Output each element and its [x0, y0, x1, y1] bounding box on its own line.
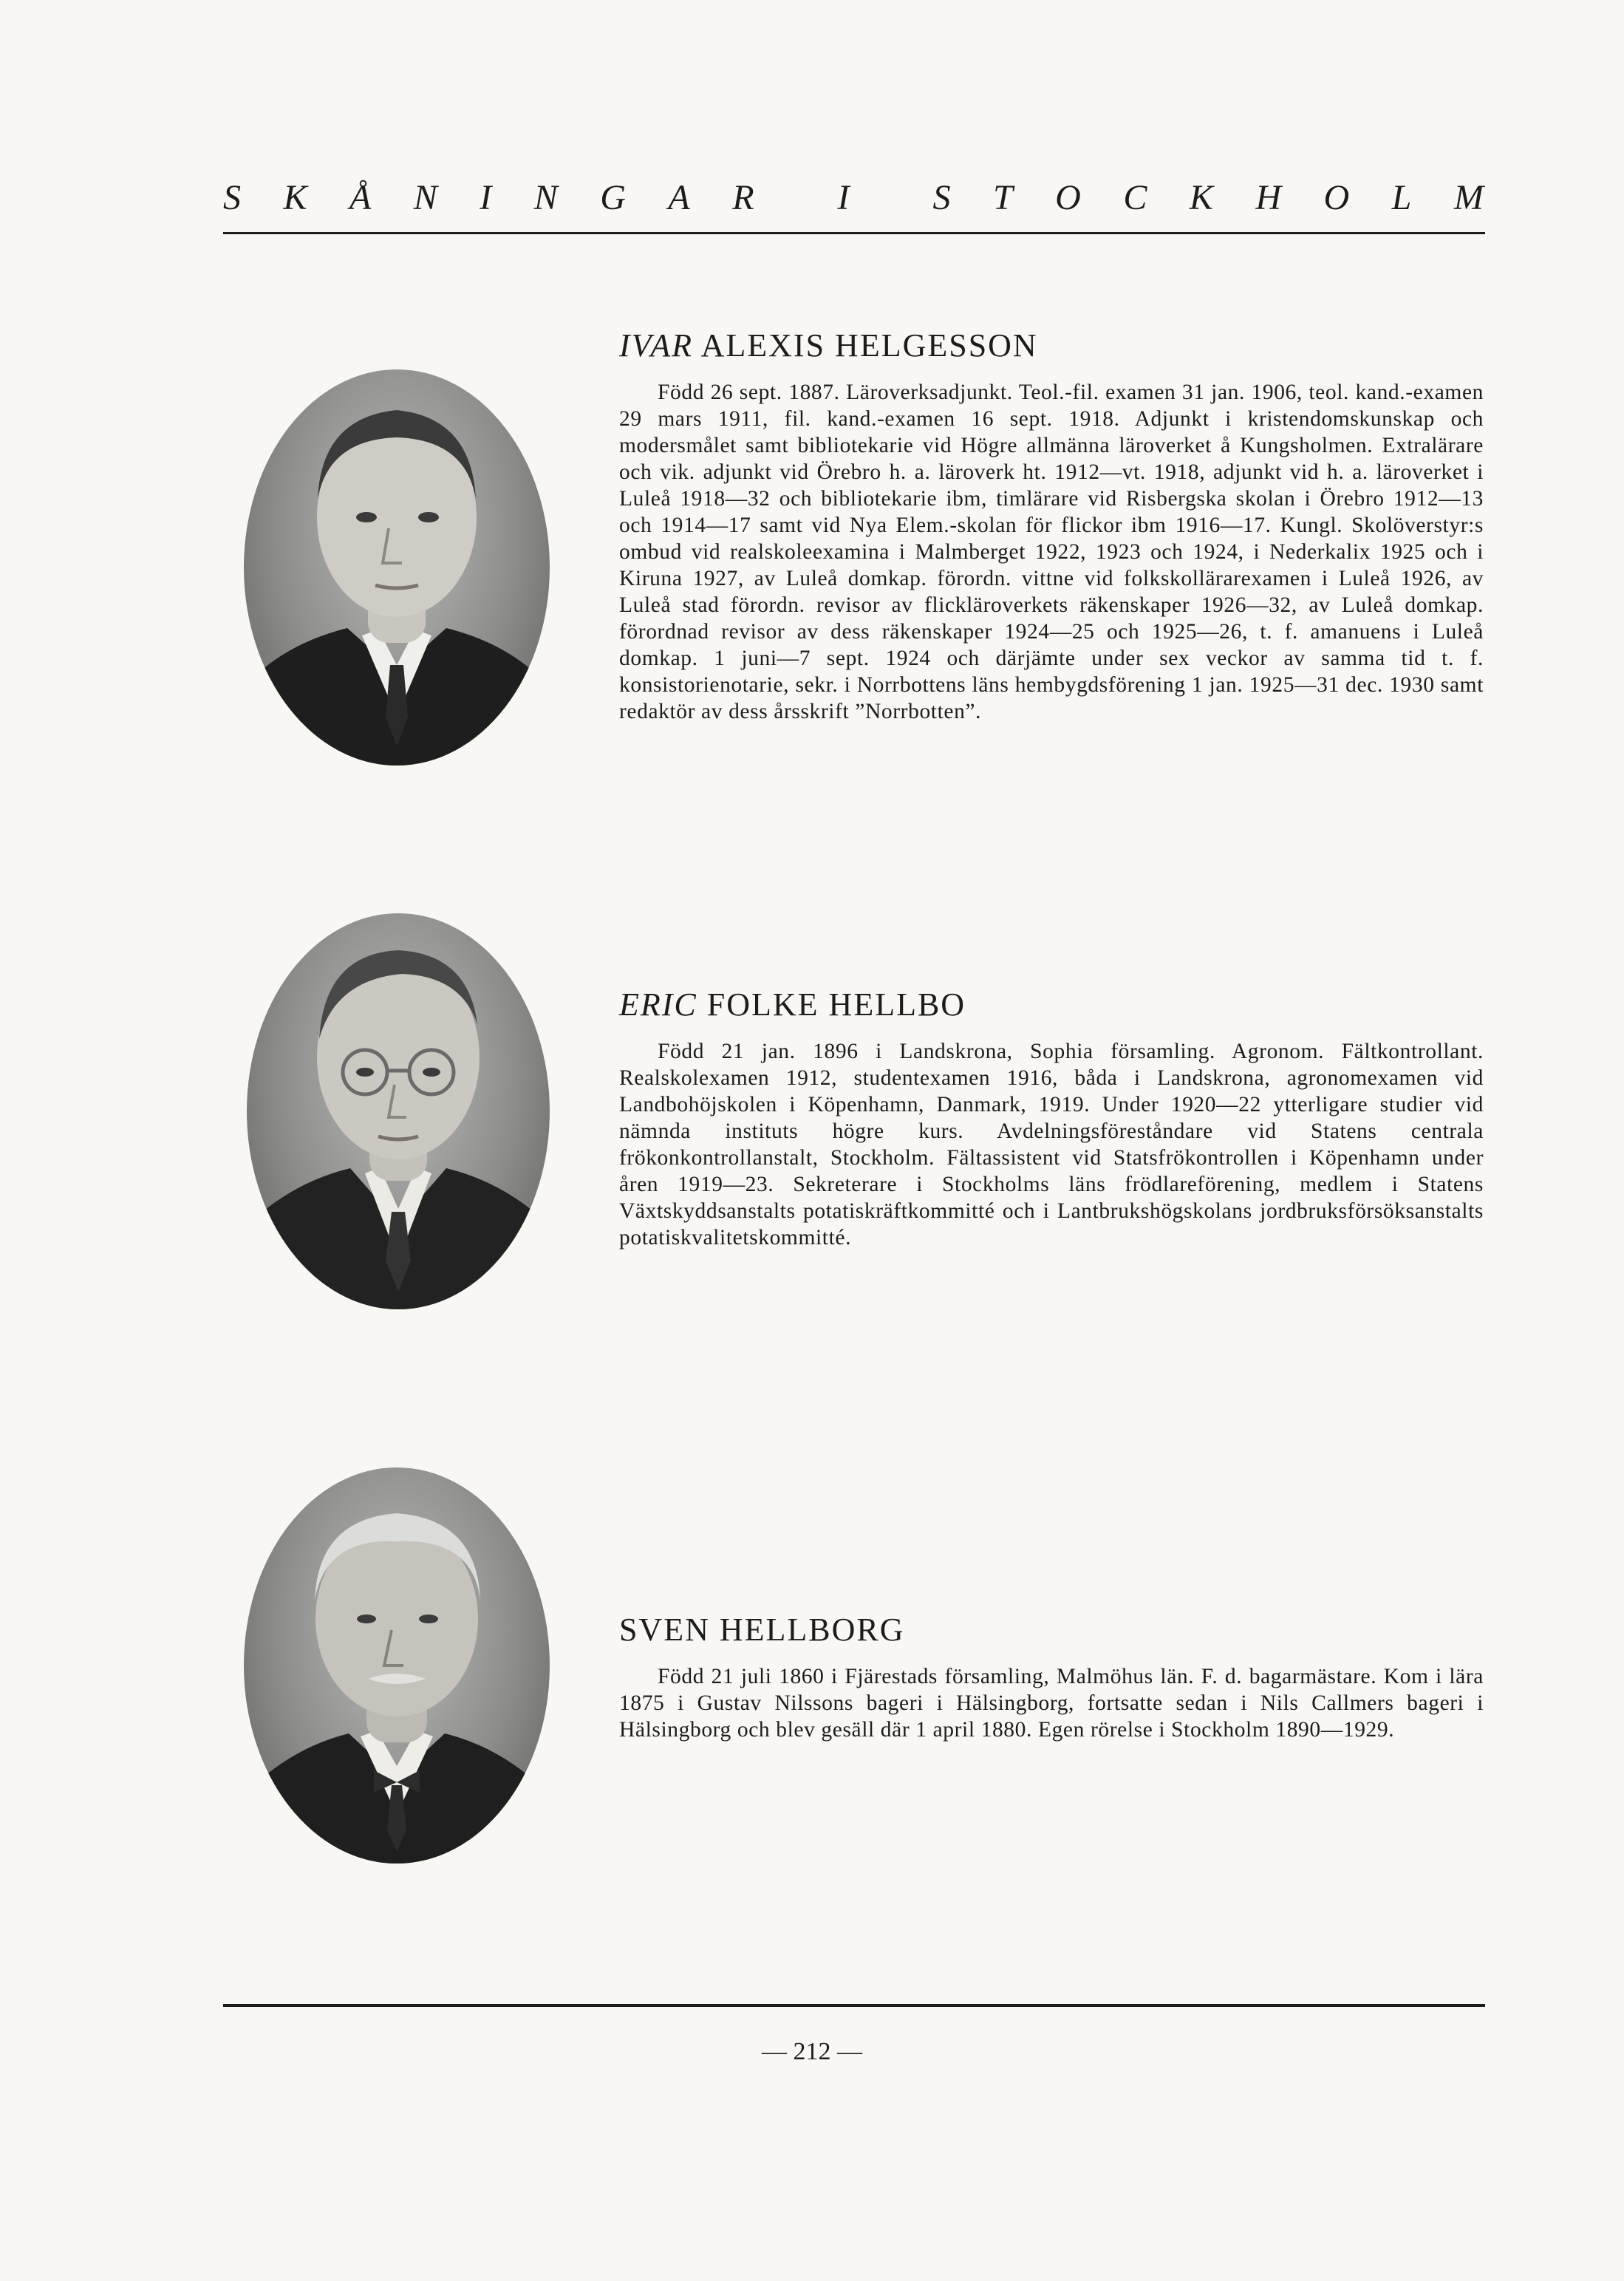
running-head-letter: C — [1123, 178, 1149, 217]
entry-rest-name: SVEN HELLBORG — [619, 1612, 905, 1648]
portrait-photo — [244, 369, 550, 766]
header-rule — [223, 232, 1485, 234]
biography-entry — [619, 327, 1484, 725]
running-head-letter: L — [1391, 178, 1413, 217]
entry-name — [619, 327, 1484, 364]
biography-entry — [619, 1611, 1484, 1743]
entry-given-name: ERIC — [619, 986, 697, 1023]
portrait-photo — [244, 1467, 550, 1864]
entry-rest-name: ALEXIS HELGESSON — [700, 327, 1038, 364]
running-head-letter: O — [1323, 178, 1351, 217]
biography-entry — [619, 986, 1484, 1251]
running-head-letter: M — [1453, 178, 1485, 217]
page-number: — 212 — — [762, 2038, 862, 2065]
running-head-letter: O — [1055, 178, 1082, 217]
running-head-letter: K — [1189, 178, 1215, 217]
entry-name — [619, 986, 1484, 1023]
running-head — [223, 177, 1485, 218]
running-head-letter: R — [732, 178, 756, 217]
running-head-letter: G — [600, 178, 627, 217]
running-head-letter: I — [837, 178, 851, 217]
footer-rule — [223, 2004, 1485, 2007]
running-head-letter: K — [283, 178, 309, 217]
entry-name — [619, 1611, 1484, 1648]
running-head-letter: N — [413, 178, 439, 217]
portrait-photo — [247, 913, 550, 1309]
running-head-letter: H — [1255, 178, 1283, 217]
entry-biography: Född 21 jan. 1896 i Landskrona, Sophia församling. Agronom. Fältkontrollant. Realskolexamen 1912, studentexamen 1916, båda i Landskrona, agronomexamen vid Landbohöjskolen i Köpenhamn, Danmark, 1919. Under 1920—22 ytterligare studier vid nämnda instituts högre kurs. Avdelningsföreståndare vid Statens centrala frökonkontrollanstalt, Stockholm. Fältassistent vid Statsfrökontrollen i Köpenhamn under åren 1919—23. Sekreterare i Stockholms läns frödlareförening, medlem i Statens Växtskyddsanstalts potatiskräftkommitté och i Lantbrukshögskolans jordbruksförsöksanstalts potatiskvalitetskommitté. — [619, 1040, 1484, 1249]
running-head-letter: S — [223, 178, 242, 217]
running-head-letter: N — [533, 178, 559, 217]
running-head-letter: T — [992, 178, 1014, 217]
entry-rest-name: FOLKE HELLBO — [706, 986, 966, 1023]
running-head-letter: S — [932, 178, 952, 217]
entry-biography: Född 26 sept. 1887. Läroverksadjunkt. Teol.-fil. examen 31 jan. 1906, teol. kand.-examen 29 mars 1911, fil. kand.-examen 16 sept. 1918. Adjunkt i kristendomskunskap och modersmålet samt bibliotekarie vid Högre allmänna läroverket å Kungsholmen. Extralärare och vik. adjunkt vid Örebro h. a. läroverk ht. 1912—vt. 1918, adjunkt vid h. a. läroverket i Luleå 1918—32 och bibliotekarie ibm, timlärare vid Risbergska skolan i Örebro 1912—13 och 1914—17 samt vid Nya Elem.-skolan för flickor ibm 1916—17. Kungl. Skolöverstyr:s ombud vid realskoleexamina i Malmberget 1922, 1923 och 1924, i Nederkalix 1925 och i Kiruna 1927, av Luleå domkap. förordn. vittne vid folkskollärarexamen i Luleå 1926, av Luleå stad förordn. revisor av flickläroverkets räkenskaper 1926—32, av Luleå domkap. förordnad revisor av dess räkenskaper 1924—25 och 1925—26, t. f. amanuens i Luleå domkap. 1 juni—7 sept. 1924 och därjämte under sex veckor av samma tid t. f. konsistorienotarie, sekr. i Norrbottens läns hembygdsförening 1 jan. 1925—31 dec. 1930 samt redaktör av dess årsskrift ”Norrbotten”. — [619, 381, 1484, 723]
running-head-letter: Å — [349, 178, 373, 217]
entry-given-name: IVAR — [619, 327, 694, 364]
running-head-letter: I — [480, 178, 494, 217]
entry-biography: Född 21 juli 1860 i Fjärestads församling, Malmöhus län. F. d. bagarmästare. Kom i lära 1875 i Gustav Nilssons bageri i Hälsingborg, fortsatte sedan i Nils Callmers bageri i Hälsingborg och blev gesäll där 1 april 1880. Egen rörelse i Stockholm 1890—1929. — [619, 1665, 1484, 1742]
running-head-letter: A — [668, 178, 692, 217]
